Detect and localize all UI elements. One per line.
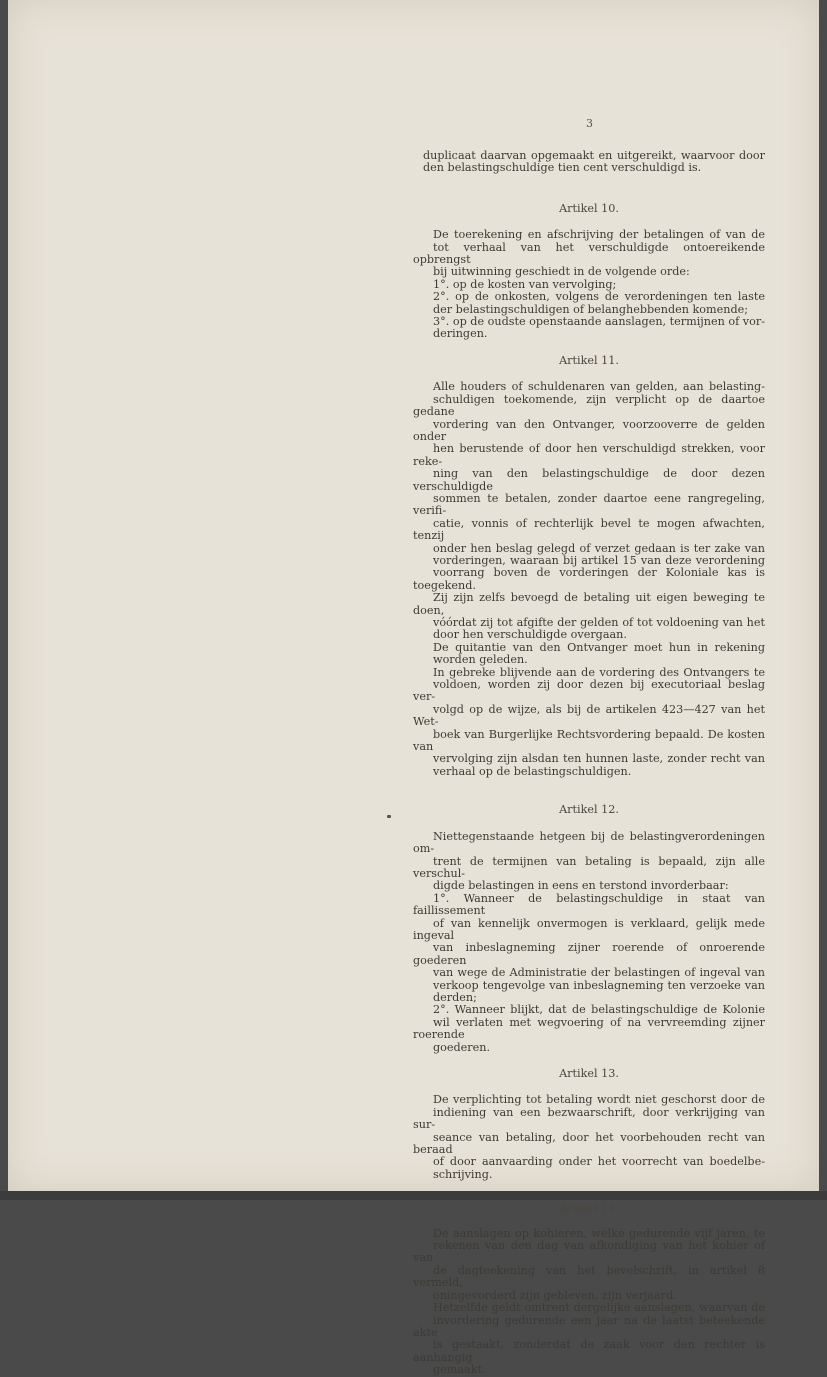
text-line: of van kennelijk onvermogen is verklaard, gelijk mede ingeval <box>413 916 765 942</box>
text-line: verhaal op de belastingschuldigen. <box>433 764 632 778</box>
article-paragraph <box>413 831 765 893</box>
article-paragraph <box>413 1094 765 1181</box>
article-section <box>413 1068 765 1181</box>
text-line: boek van Burgerlijke Rechtsvordering bepaald. De kosten van <box>413 727 765 754</box>
article-paragraph <box>413 316 765 341</box>
text-line: digde belastingen in eens en terstond invorderbaar: <box>433 879 729 893</box>
text-line: rekenen van den dag van afkondiging van het kohier of van <box>413 1239 765 1265</box>
text-line: Alle houders of schuldenaren van gelden, aan belasting- <box>433 380 765 394</box>
text-line: De verplichting tot betaling wordt niet geschorst door de <box>433 1093 765 1107</box>
text-line: de dagteekening van het bevelschrift, in artikel 8 vermeld, <box>413 1263 765 1290</box>
article-paragraph <box>413 229 765 279</box>
article-section <box>413 1203 765 1376</box>
text-line: trent de termijnen van betaling is bepaald, zijn alle verschul- <box>413 854 765 880</box>
text-line: worden geleden. <box>433 653 528 667</box>
text-line: indiening van een bezwaarschrift, door verkrijging van sur- <box>413 1105 765 1132</box>
text-line: gemaakt. <box>433 1363 486 1377</box>
text-line: 3°. op de oudste openstaande aanslagen, termijnen of vor- <box>433 315 765 329</box>
article-section <box>413 355 765 778</box>
text-line: Hetzelfde geldt omtrent dergelijke aanslagen, waarvan de <box>433 1301 765 1315</box>
text-line: De toerekening en afschrijving der betalingen of van de <box>433 228 765 242</box>
article-paragraph <box>413 893 765 1005</box>
text-line: voorrang boven de vorderingen der Koloniale kas is toegekend. <box>413 566 765 592</box>
article-paragraph <box>413 1004 765 1054</box>
text-line: tot verhaal van het verschuldigde ontoereikende opbrengst <box>413 240 765 267</box>
text-line: den belastingschuldige tien cent verschuldigd is. <box>423 161 702 175</box>
text-line: wil verlaten met wegvoering of na vervreemding zijner roerende <box>413 1015 765 1042</box>
text-line: derden; <box>433 990 477 1004</box>
text-line: Niettegenstaande hetgeen bij de belastingverordeningen om- <box>413 829 765 856</box>
scan-border <box>0 1191 827 1200</box>
text-line: vorderingen, waaraan bij artikel 15 van deze verordening <box>433 553 765 567</box>
text-line: goederen. <box>433 1040 491 1054</box>
text-line: De aanslagen op kohieren, welke gedurende vijf jaren, te <box>433 1226 765 1240</box>
text-line: vóórdat zij tot afgifte der gelden of tot voldoening van het <box>433 616 765 629</box>
text-line: vordering van den Ontvanger, voorzooverre de gelden onder <box>413 417 765 443</box>
text-line: 1°. op de kosten van vervolging; <box>433 277 617 291</box>
text-line: 1°. Wanneer de belastingschuldige in staat van faillissement <box>413 891 765 918</box>
text-line: catie, vonnis of rechterlijk bevel te mogen afwachten, tenzij <box>413 516 765 543</box>
text-line: oningevorderd zijn gebleven, zijn verjaard. <box>433 1288 677 1302</box>
text-line: vervolging zijn alsdan ten hunnen laste, zonder recht van <box>433 752 765 766</box>
text-line: In gebreke blijvende aan de vordering des Ontvangers te <box>433 665 765 679</box>
text-line: schuldigen toekomende, zijn verplicht op de daartoe gedane <box>413 392 765 419</box>
text-line: volgd op de wijze, als bij de artikelen 423—427 van het Wet- <box>413 702 765 729</box>
text-line: De quitantie van den Ontvanger moet hun in rekening <box>433 640 765 654</box>
text-line: verkoop tengevolge van inbeslagneming ten verzoeke van <box>433 978 765 992</box>
text-line: hen berustende of door hen verschuldigd strekken, voor reke- <box>413 442 765 468</box>
article-heading: Artikel 11. <box>559 353 619 367</box>
article-paragraph <box>413 667 765 779</box>
text-line: Zij zijn zelfs bevoegd de betaling uit eigen beweging te doen, <box>413 591 765 617</box>
article-heading: Artikel 13. <box>559 1067 619 1080</box>
text-line: 2°. Wanneer blijkt, dat de belastingschuldige de Kolonie <box>433 1003 765 1017</box>
text-line: ning van den belastingschuldige de door dezen verschuldigde <box>413 467 765 493</box>
intro-paragraph <box>413 150 765 175</box>
article-paragraph <box>413 1302 765 1376</box>
text-line: van inbeslagneming zijner roerende of onroerende goederen <box>413 941 765 967</box>
article-heading: Artikel 10. <box>559 201 619 215</box>
text-line: deringen. <box>433 327 488 341</box>
text-line: van wege de Administratie der belastingen of ingeval van <box>433 966 765 980</box>
article-heading: Artikel 12. <box>559 803 619 817</box>
article-paragraph <box>413 642 765 667</box>
text-line: schrijving. <box>433 1167 493 1181</box>
article-section <box>413 203 765 341</box>
text-line: duplicaat daarvan opgemaakt en uitgereikt, waarvoor door <box>423 149 765 162</box>
text-line: is gestaakt, zonderdat de zaak voor den rechter is aanhangig <box>413 1338 765 1364</box>
article-paragraph <box>413 1228 765 1302</box>
text-line: of door aanvaarding onder het voorrecht van boedelbe- <box>433 1155 765 1169</box>
stray-mark <box>387 815 391 818</box>
text-line: sommen te betalen, zonder daartoe eene rangregeling, verifi- <box>413 491 765 518</box>
page-number: 3 <box>586 117 593 130</box>
text-line: 2°. op de onkosten, volgens de verordeningen ten laste <box>433 290 765 304</box>
text-line: door hen verschuldigde overgaan. <box>433 628 627 642</box>
article-section <box>413 804 765 1054</box>
text-line: der belastingschuldigen of belanghebbenden komende; <box>433 302 749 316</box>
text-line: invordering gedurende een jaar na de laatst beteekende akte <box>413 1313 765 1339</box>
article-paragraph <box>413 291 765 316</box>
text-line: onder hen beslag gelegd of verzet gedaan is ter zake van <box>433 541 765 555</box>
article-heading: Artikel 14. <box>559 1202 619 1216</box>
document-page <box>8 0 819 1377</box>
text-line: bij uitwinning geschiedt in de volgende orde: <box>433 265 690 279</box>
text-line: seance van betaling, door het voorbehouden recht van beraad <box>413 1130 765 1157</box>
article-paragraph <box>413 381 765 642</box>
text-line: voldoen, worden zij door dezen bij executoriaal beslag ver- <box>413 678 765 704</box>
